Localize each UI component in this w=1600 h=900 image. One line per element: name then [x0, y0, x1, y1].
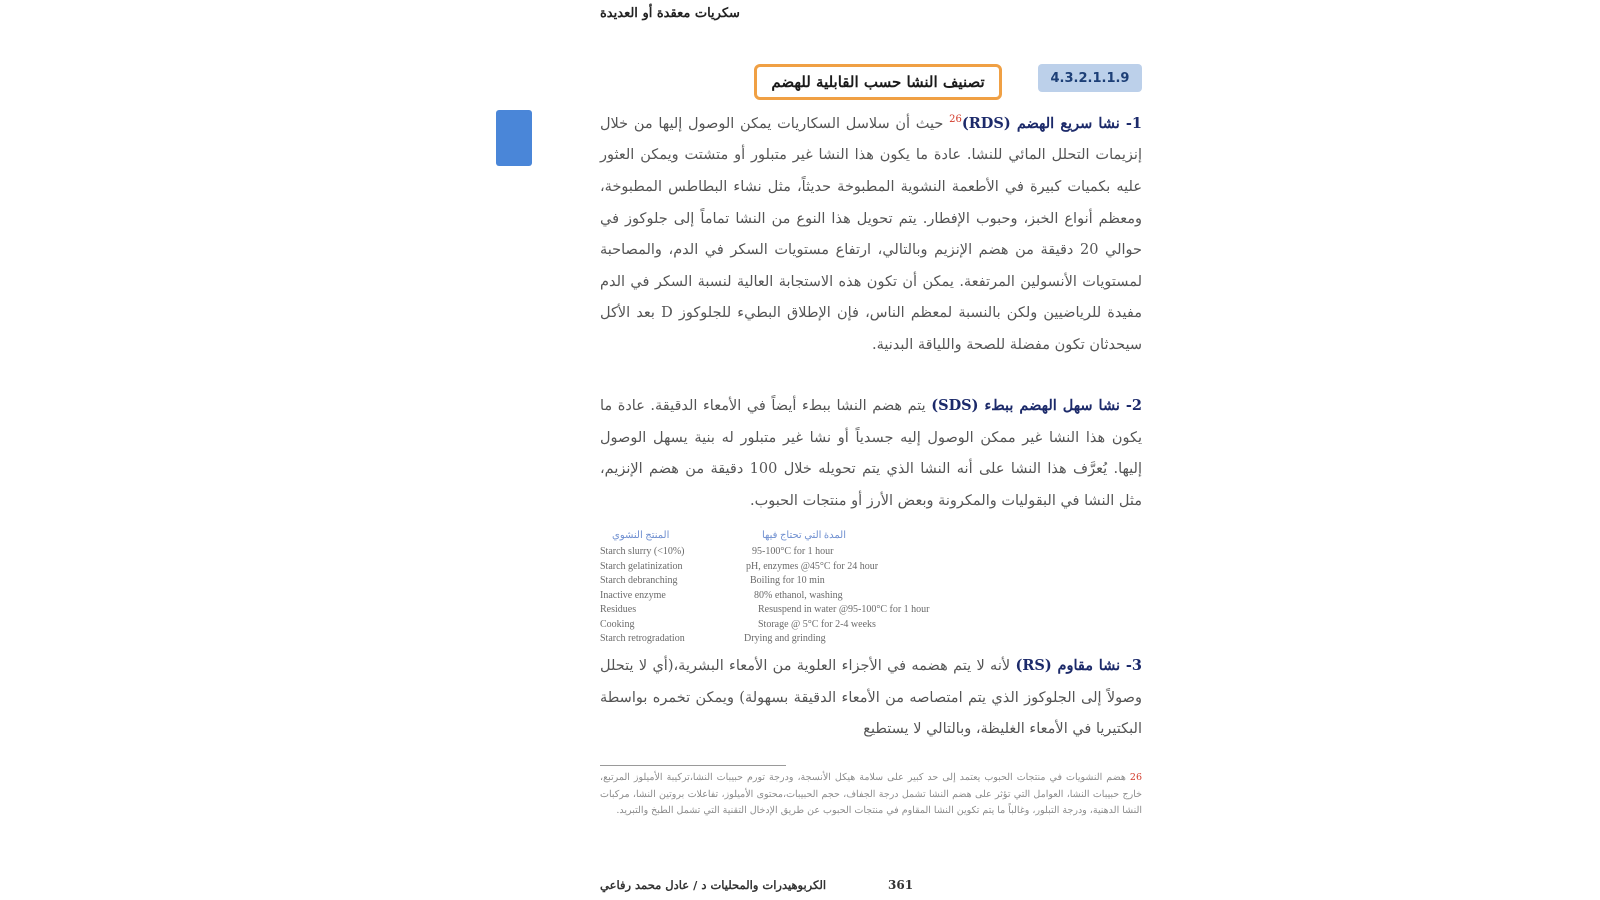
item-sds — [600, 390, 1142, 517]
item-text: لأنه لا يتم هضمه في الأجزاء العلوية من الأمعاء البشرية،(أي لا يتحلل وصولاً إلى الجلوكوز الذي يتم امتصاصه من الأمعاء الدقيقة بسهولة) ويمكن تخمره بواسطة البكتيريا في الأمعاء الغليظة، وبالتالي لا يستطيع — [600, 658, 1142, 738]
item-heading: 2- نشا سهل الهضم ببطء (SDS) — [931, 397, 1143, 414]
table-cell-condition: Resuspend in water @95-100°C for 1 hour — [758, 604, 930, 615]
item-rds — [600, 104, 1142, 362]
table-cell-step: Starch slurry (<10%) — [600, 546, 685, 557]
table-cell-step: Starch retrogradation — [600, 633, 685, 644]
footnote-divider — [600, 765, 786, 766]
footnote — [600, 770, 1142, 820]
table-row — [600, 604, 1020, 619]
item-text: يتم هضم النشا ببطء أيضاً في الأمعاء الدقيقة. عادة ما يكون هذا النشا غير ممكن الوصول إليه جسدياً أو نشا غير متبلور له بنية يسهل الوصول إليها. يُعرَّف هذا النشا على أنه النشا الذي يتم تحويله خلال 100 دقيقة من هضم الإنزيم، مثل النشا في البقوليات والمكرونة وبعض الأرز أو منتجات الحبوب. — [600, 398, 1142, 509]
table-column-header: المنتج النشوي — [612, 530, 670, 541]
table-row — [600, 619, 1020, 634]
chapter-side-tab — [496, 110, 532, 166]
footnote-number: 26 — [1129, 772, 1142, 783]
table-cell-step: Cooking — [600, 618, 635, 630]
item-heading: 1- نشا سريع الهضم (RDS) — [961, 114, 1143, 132]
table-cell-step: Residues — [600, 604, 637, 615]
table-cell-condition: Storage @ 5°C for 2-4 weeks — [758, 618, 876, 630]
starch-process-table — [600, 530, 1020, 650]
section-number-badge: 4.3.2.1.1.9 — [1038, 64, 1142, 92]
table-row — [600, 575, 1020, 590]
table-cell-condition: Drying and grinding — [744, 633, 826, 644]
table-cell-step: Starch debranching — [600, 575, 678, 586]
item-rs — [600, 650, 1142, 746]
table-row — [600, 590, 1020, 605]
running-header: سكريات معقدة أو العديدة — [600, 6, 740, 21]
table-cell-condition: Boiling for 10 min — [750, 575, 825, 586]
section-title: تصنيف النشا حسب القابلية للهضم — [754, 64, 1002, 100]
item-text: حيث أن سلاسل السكاريات يمكن الوصول إليها من خلال إنزيمات التحلل المائي للنشا. عادة ما يكون هذا النشا غير متبلور أو متشتت ويمكن العثور عليه بكميات كبيرة في الأطعمة النشوية المطبوخة حديثاً، مثل نشاء البطاطس المطبوخة، ومعظم أنواع الخبز، وحبوب الإفطار. يتم تحويل هذا النوع من النشا تماماً إلى جلوكوز في حوالي 20 دقيقة من هضم الإنزيم وبالتالي، ارتفاع مستويات السكر في الدم، والمصاحبة لمستويات الأنسولين المرتفعة. يمكن أن تكون هذه الاستجابة العالية لنسبة السكر في الدم مفيدة للرياضيين ولكن بالنسبة لمعظم الناس، فإن الإطلاق البطيء للجلوكوز D بعد الأكل سيحدثان تكون مفضلة للصحة واللياقة البدنية. — [600, 115, 1142, 353]
table-cell-condition: pH, enzymes @45°C for 24 hour — [746, 560, 879, 572]
table-cell-step: Starch gelatinization — [600, 560, 683, 572]
table-column-header: المدة التي تحتاج فيها — [762, 530, 846, 541]
footnote-text: هضم النشويات في منتجات الحبوب يعتمد إلى حد كبير على سلامة هيكل الأنسجة، ودرجة تورم حبيبات النشا،تركيبة الأميلوز المرتبع، خارج حبيبات النشا، العوامل التي تؤثر على هضم النشا تشمل درجة الجفاف، حجم الحبيبات،محتوى الأميلوز، تفاعلات بروتين النشا، مركبات النشا الدهنية، ودرجة التبلور، وغالباً ما يتم تكوين النشا المقاوم في منتجات الحبوب عن طريق الإدخال التقنية التي تشمل الطبخ والتبريد. — [600, 772, 1142, 816]
table-cell-condition: 80% ethanol, washing — [754, 589, 843, 601]
footnote-reference[interactable]: 26 — [949, 114, 962, 125]
footer-book-title: الكربوهيدرات والمحليات د / عادل محمد رفاعي — [600, 878, 827, 892]
table-row — [600, 561, 1020, 576]
table-row — [600, 546, 1020, 561]
table-cell-step: Inactive enzyme — [600, 589, 666, 601]
table-row — [600, 633, 1020, 648]
item-heading: 3- نشا مقاوم (RS) — [1015, 657, 1142, 674]
table-cell-condition: 95-100°C for 1 hour — [752, 546, 834, 557]
page-number: 361 — [888, 878, 914, 892]
